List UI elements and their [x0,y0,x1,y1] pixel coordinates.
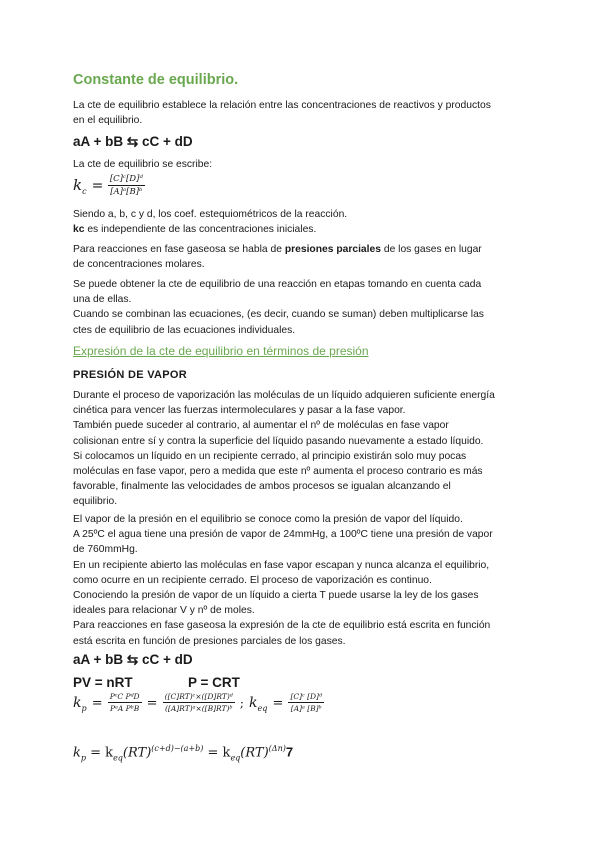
vapor-line: En un recipiente abierto las moléculas en fase vapor escapan y nunca alcanza el equilibrio, [73,559,490,571]
vapor-line: moléculas en fase vapor, pero a medida que este nº aumenta el proceso contrario es más [73,466,483,478]
kp-relation-tail: 7 [285,744,294,760]
etapas-paragraph [73,277,528,338]
kp-relation-delta-n: (Δn) [268,744,286,753]
vapor-line: cinética para vencer las fuerzas intermoleculares y pasar a la fase vapor. [73,405,406,417]
semicolon-separator: ; [239,696,244,710]
vapor-line: También puede suceder al contrario, al aumentar el nº de moléculas en fase vapor [73,420,449,432]
equals-sign: = [91,696,103,711]
intro-paragraph [73,98,528,128]
vapor-line: Durante el proceso de vaporización las moléculas de un líquido adquieren suficiente energía [73,390,495,401]
keq-symbol: k [249,695,258,711]
siendo-paragraph [73,207,528,237]
se-escribe-text: La cte de equilibrio se escribe: [73,159,213,170]
kp-subscript: p [81,704,87,713]
kc-numerator: [C]ᶜ[D]ᵈ [109,174,143,184]
equals-sign: = [146,696,158,711]
gas-text-bold: presiones parciales [284,244,381,255]
kc-bold-term: kc [73,224,85,236]
vapor-paragraph-1 [73,388,528,510]
combinan-line-2: ctes de equilibrio de las ecuaciones individuales. [73,324,296,336]
gas-paragraph [73,242,528,272]
reaction-equation-2: aA + bB ⇆ cC + dD [73,652,193,667]
vapor-line: Si colocamos un líquido en un recipiente cerrado, al principio existirán solo muy pocas [73,450,467,462]
gas-text-pre: Para reacciones en fase gaseosa se habla de [73,244,285,255]
kp-relation-lhs-subscript: p [80,753,87,763]
kc-fraction [108,174,145,197]
concentration-rt-fraction [163,692,235,713]
siendo-text: Siendo a, b, c y d, los coef. estequiométricos de la reacción. [73,209,348,220]
kp-relation-mid: = k [86,745,114,761]
concentration-rt-numerator: ([C]RT)ᶜ×([D]RT)ᵈ [164,692,233,701]
pressure-concentration-relation: P = CRT [188,675,240,690]
vapor-line: como ocurre en un recipiente cerrado. El proceso de vaporización es continuo. [73,574,432,586]
kp-formula [73,692,324,713]
kp-relation-mid-subscript: eq [113,753,123,763]
vapor-line: A 25ºC el agua tiene una presión de vapor de 24mmHg, a 100ºC tiene una presión de vapor [73,529,493,541]
kp-relation-eq2: = k [203,745,231,761]
concentration-rt-denominator: ([A]RT)ᵃ×([B]RT)ᵇ [164,704,233,713]
kp-relation-eq2-subscript: eq [230,753,241,763]
keq-denominator: [A]ᵃ [B]ᵇ [290,704,322,713]
kp-keq-relation [73,744,293,762]
kc-independent-text: es independiente de las concentraciones iniciales. [84,224,317,236]
kp-relation-exponent: (c+d)−(a+b) [151,744,204,753]
kc-symbol: k [73,176,83,194]
vapor-line: está escrita en función de presiones parciales de los gases. [73,635,346,647]
vapor-line: Conociendo la presión de vapor de un líquido a cierta T puede usarse la ley de los gases [73,590,479,602]
kp-symbol: k [73,695,82,711]
vapor-line: ideales para relacionar V y nº de moles. [73,605,255,617]
kp-relation-rt: (RT) [122,745,152,761]
etapas-line-2: una de ellas. [73,294,132,306]
kp-relation-lhs: k [73,745,81,761]
vapor-line: El vapor de la presión en el equilibrio se conoce como la presión de vapor del líquido. [73,514,463,525]
gas-text-line2: de concentraciones molares. [73,259,205,271]
ideal-gas-law: PV = nRT [73,675,133,690]
partial-pressure-denominator: PᵃA PᵇB [110,704,140,713]
vapor-line: favorable, finalmente las velocidades de ambos procesos se igualan alcanzando el [73,481,451,493]
partial-pressure-numerator: PᶜC PᵈD [109,692,140,701]
partial-pressure-fraction [108,692,142,713]
kc-subscript: c [82,187,87,196]
intro-line-1: La cte de equilibrio establece la relación entre las concentraciones de reactivos y productos [73,100,491,111]
gas-text-post: de los gases en lugar [380,244,482,255]
vapor-line: Para reacciones en fase gaseosa la expresión de la cte de equilibrio está escrita en función [73,620,491,632]
vapor-line: colisionan entre sí y contra la superficie del líquido pasando nuevamente a estado líquido. [73,435,484,447]
page-title: Constante de equilibrio. [73,72,239,88]
vapor-line: de 760mmHg. [73,544,138,556]
kc-formula: $k_c$ = $\frac{\text{[C]ᶜ[D]ᵈ}}{\text{[A]ᵃ[B]ᵇ}}$ [73,174,143,197]
kc-denominator: [A]ᵃ[B]ᵇ [110,187,143,197]
kp-relation-rt2: (RT) [240,745,269,761]
section-subtitle: Expresión de la cte de equilibrio en términos de presión [73,344,369,358]
intro-line-2: en el equilibrio. [73,115,143,127]
combinan-line-1: Cuando se combinan las ecuaciones, (es decir, cuando se suman) deben multiplicarse las [73,309,484,321]
etapas-line-1: Se puede obtener la cte de equilibrio de una reacción en etapas tomando en cuenta cada [73,279,482,290]
vapor-paragraph-2 [73,512,528,649]
keq-fraction [288,692,323,713]
keq-subscript: eq [257,704,268,713]
section-heading: PRESIÓN DE VAPOR [73,369,188,381]
vapor-line: equilibrio. [73,496,118,508]
equals-sign: = [272,696,284,711]
keq-numerator: [C]ᶜ [D]ᵈ [290,692,322,701]
reaction-equation: aA + bB ⇆ cC + dD [73,134,193,149]
